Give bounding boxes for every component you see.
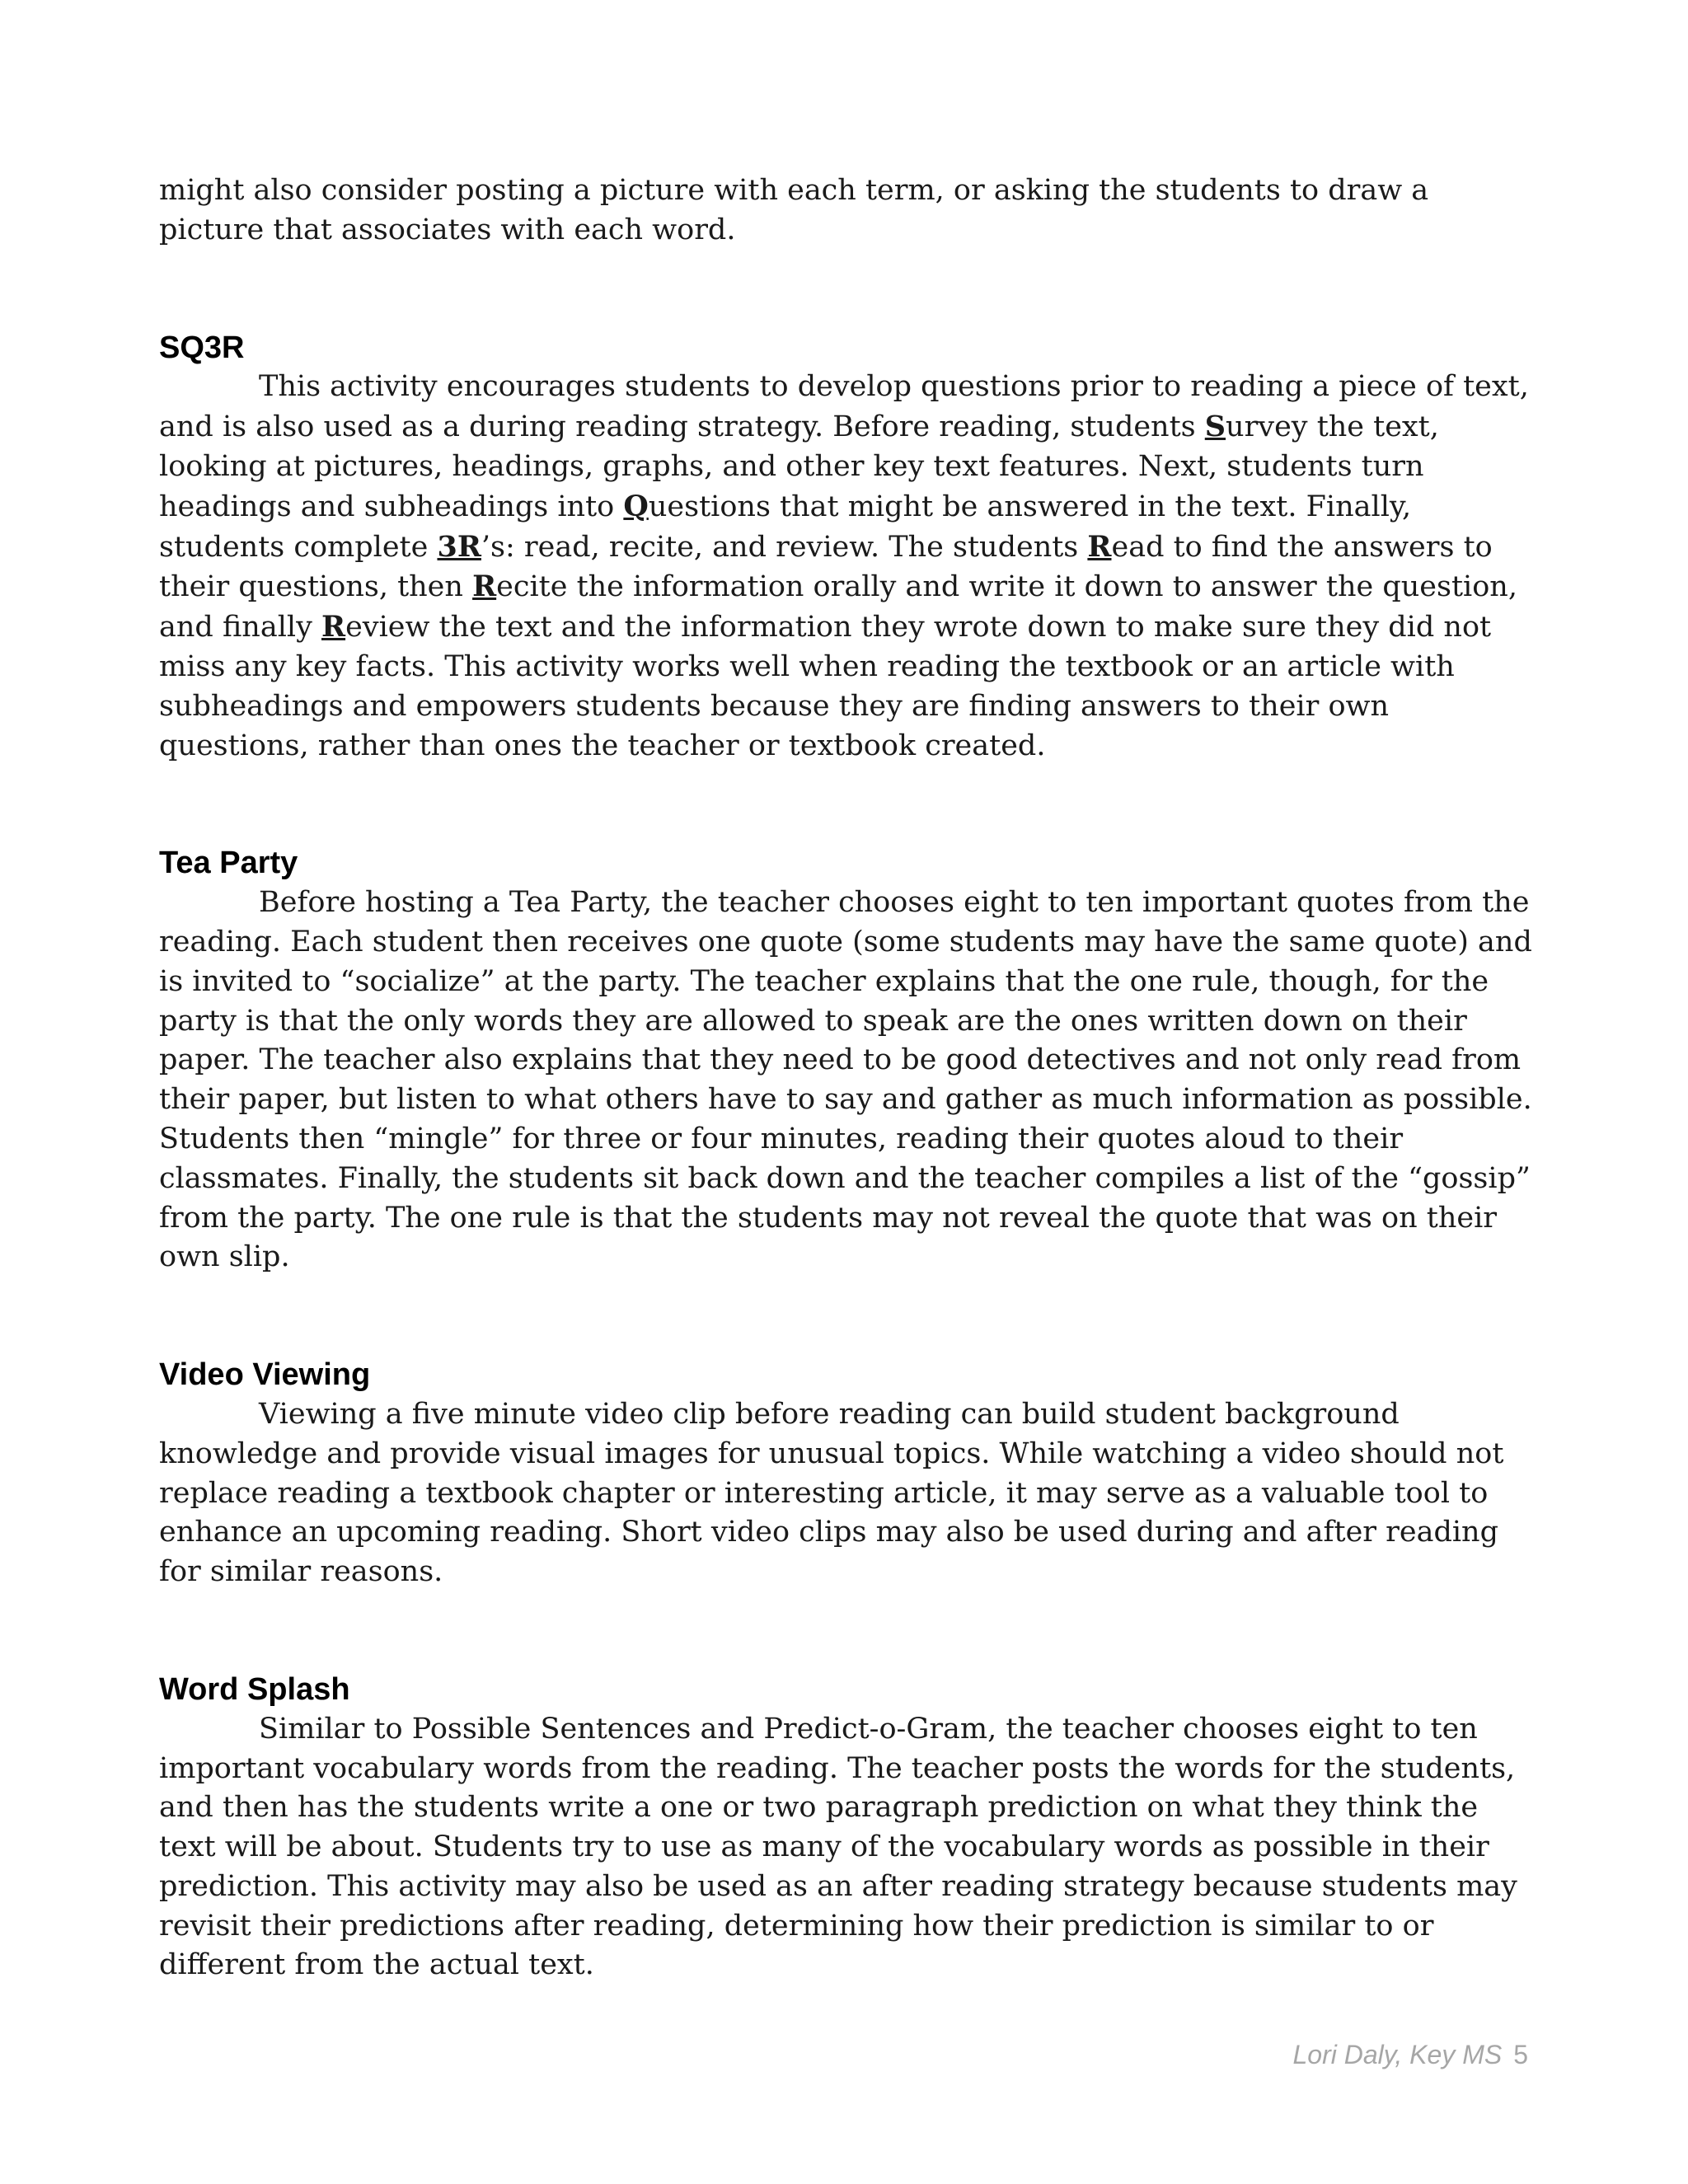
review-letter: R — [321, 610, 346, 644]
section-word-splash — [159, 1671, 1536, 1985]
sq3r-paragraph — [159, 368, 1536, 766]
section-heading-word-splash: Word Splash — [159, 1671, 350, 1707]
sq3r-text-4: ’s: read, recite, and review. The students — [481, 530, 1088, 564]
section-heading-tea-party: Tea Party — [159, 846, 298, 881]
footer-author: Lori Daly, Key MS — [1292, 2040, 1503, 2069]
questions-letter: Q — [623, 489, 649, 523]
sq3r-text-6: ecite the information orally and write it down to answer the question, and finally — [159, 570, 1517, 644]
section-heading-sq3r: SQ3R — [159, 330, 245, 365]
page-number: 5 — [1513, 2040, 1528, 2069]
sq3r-text-1: This activity encourages students to develop questions prior to reading a piece of text, and is also used as a during reading strategy. Before reading, students — [159, 370, 1529, 444]
tea-party-paragraph: Before hosting a Tea Party, the teacher chooses eight to ten important quotes from the reading. Each student then receives one quote (some students may have the same quote) and is invited to “socialize” at the party. The teacher explains that the one rule, though, for the party is that the only words they are allowed to speak are the ones written down on their paper. The teacher also explains that they need to be good detectives and not only read from their paper, but listen to what others have to say and gather as much information as possible. Students then “mingle” for three or four minutes, reading their quotes aloud to their classmates. Finally, the students sit back down and the teacher compiles a list of the “gossip” from the party. The one rule is that the students may not reveal the quote that was on their own slip. — [159, 886, 1532, 1274]
section-sq3r — [159, 329, 1536, 766]
read-letter: R — [1087, 529, 1112, 564]
survey-letter: S — [1204, 410, 1226, 444]
sq3r-text-3: uestions that might be answered in the text. Finally, students complete — [159, 490, 1412, 564]
video-viewing-paragraph: Viewing a five minute video clip before reading can build student background knowledge and provide visual images for unusual topics. While watching a video should not replace reading a textbook chapter or interesting article, it may serve as a valuable tool to enhance an upcoming reading. Short video clips may also be used during and after reading for similar reasons. — [159, 1397, 1504, 1589]
recite-letter: R — [472, 569, 497, 604]
sq3r-text-2: urvey the text, looking at pictures, headings, graphs, and other key text features. Next, students turn headings and subheadings into — [159, 410, 1439, 523]
word-splash-paragraph: Similar to Possible Sentences and Predict-o-Gram, the teacher chooses eight to ten important vocabulary words from the reading. The teacher posts the words for the students, and then has the students write a one or two paragraph prediction on what they think the text will be about. Students try to use as many of the vocabulary words as possible in their prediction. This activity may also be used as an after reading strategy because students may revisit their predictions after reading, determining how their prediction is similar to or different from the actual text. — [159, 1712, 1517, 1982]
three-r-label: 3R — [437, 529, 481, 564]
sq3r-text-7: eview the text and the information they wrote down to make sure they did not miss any key facts. This activity works well when reading the textbook or an article with subheadings and empowers students because they are finding answers to their own questions, rather than ones the teacher or textbook created. — [159, 611, 1492, 762]
section-video-viewing — [159, 1356, 1536, 1592]
sq3r-text-5: ead to find the answers to their questions, then — [159, 530, 1493, 604]
page-footer — [1293, 2040, 1529, 2070]
section-heading-video-viewing: Video Viewing — [159, 1357, 371, 1393]
page-content — [159, 171, 1536, 1985]
intro-paragraph: might also consider posting a picture with each term, or asking the students to draw a picture that associates with each word. — [159, 174, 1429, 246]
section-tea-party — [159, 844, 1536, 1277]
